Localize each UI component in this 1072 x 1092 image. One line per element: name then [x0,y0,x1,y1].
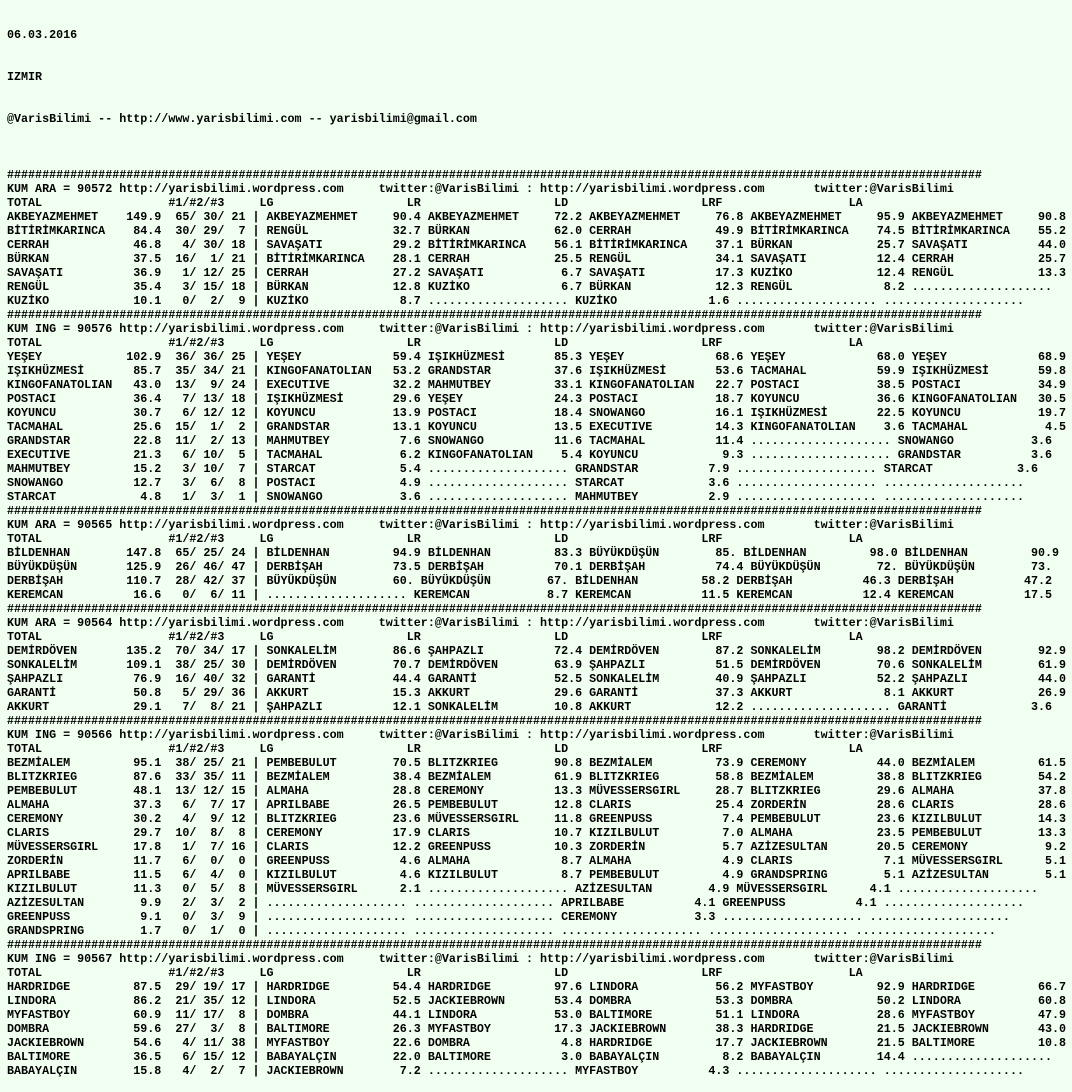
horse-row: TACMAHAL 25.6 15/ 1/ 2 | GRANDSTAR 13.1 KOYUNCU 13.5 EXECUTIVE 14.3 KINGOFANATOLIAN 3.6 TACMAHAL 4.5 [7,420,1067,434]
horse-row: PEMBEBULUT 48.1 13/ 12/ 15 | ALMAHA 28.8 CEREMONY 13.3 MÜVESSERSGIRL 28.7 BLITZKRIEG 29.6 ALMAHA 37.8 [7,784,1067,798]
section-divider: ########################################################################################################################################### [7,714,982,728]
race-header: KUM ING = 90567 http://yarisbilimi.wordpress.com twitter:@VarisBilimi : http://yarisbilimi.wordpress.com twitter:@VarisBilimi [7,952,954,966]
blank-line [7,154,1072,168]
horse-row: BİLDENHAN 147.8 65/ 25/ 24 | BİLDENHAN 94.9 BİLDENHAN 83.3 BÜYÜKDÜŞÜN 85. BİLDENHAN 98.0 BİLDENHAN 90.9 [7,546,1060,560]
horse-row: BLITZKRIEG 87.6 33/ 35/ 11 | BEZMİALEM 38.4 BEZMİALEM 61.9 BLITZKRIEG 58.8 BEZMİALEM 38.8 BLITZKRIEG 54.2 [7,770,1067,784]
report-date: 06.03.2016 [7,28,78,42]
section-divider: ########################################################################################################################################### [7,602,982,616]
horse-row: GREENPUSS 9.1 0/ 3/ 9 | .................... .................... CEREMONY 3.3 .................... .................... [7,910,1010,924]
horse-row: AKKURT 29.1 7/ 8/ 21 | ŞAHPAZLI 12.1 SONKALELİM 10.8 AKKURT 12.2 .................... GARANTİ 3.6 [7,700,1053,714]
column-header: TOTAL #1/#2/#3 LG LR LD LRF LA [7,966,863,980]
report-contact: @VarisBilimi -- http://www.yarisbilimi.com -- yarisbilimi@gmail.com [7,112,477,126]
horse-row: BALTIMORE 36.5 6/ 15/ 12 | BABAYALÇIN 22.0 BALTIMORE 3.0 BABAYALÇIN 8.2 BABAYALÇIN 14.4 .................... [7,1050,1053,1064]
horse-row: SAVAŞATI 36.9 1/ 12/ 25 | CERRAH 27.2 SAVAŞATI 6.7 SAVAŞATI 17.3 KUZİKO 12.4 RENGÜL 13.3 [7,266,1067,280]
horse-row: BÜRKAN 37.5 16/ 1/ 21 | BİTİRİMKARINCA 28.1 CERRAH 25.5 RENGÜL 34.1 SAVAŞATI 12.4 CERRAH 25.7 [7,252,1067,266]
column-header: TOTAL #1/#2/#3 LG LR LD LRF LA [7,196,863,210]
horse-row: MAHMUTBEY 15.2 3/ 10/ 7 | STARCAT 5.4 .................... GRANDSTAR 7.9 .................... STARCAT 3.6 [7,462,1039,476]
horse-row: DERBİŞAH 110.7 28/ 42/ 37 | BÜYÜKDÜŞÜN 60. BÜYÜKDÜŞÜN 67. BİLDENHAN 58.2 DERBİŞAH 46.3 DERBİŞAH 47.2 [7,574,1053,588]
report-city: IZMIR [7,70,43,84]
horse-row: KUZİKO 10.1 0/ 2/ 9 | KUZİKO 8.7 .................... KUZİKO 1.6 .................... .................... [7,294,1024,308]
horse-row: IŞIKHÜZMESİ 85.7 35/ 34/ 21 | KINGOFANATOLIAN 53.2 GRANDSTAR 37.6 IŞIKHÜZMESİ 53.6 TACMAHAL 59.9 IŞIKHÜZMESİ 59.8 [7,364,1067,378]
column-header: TOTAL #1/#2/#3 LG LR LD LRF LA [7,532,863,546]
horse-row: KINGOFANATOLIAN 43.0 13/ 9/ 24 | EXECUTIVE 32.2 MAHMUTBEY 33.1 KINGOFANATOLIAN 22.7 POSTACI 38.5 POSTACI 34.9 [7,378,1067,392]
horse-row: GRANDSTAR 22.8 11/ 2/ 13 | MAHMUTBEY 7.6 SNOWANGO 11.6 TACMAHAL 11.4 .................... SNOWANGO 3.6 [7,434,1053,448]
horse-row: SNOWANGO 12.7 3/ 6/ 8 | POSTACI 4.9 .................... STARCAT 3.6 .................... .................... [7,476,1024,490]
horse-row: CLARIS 29.7 10/ 8/ 8 | CEREMONY 17.9 CLARIS 10.7 KIZILBULUT 7.0 ALMAHA 23.5 PEMBEBULUT 13.3 [7,826,1067,840]
horse-row: APRILBABE 11.5 6/ 4/ 0 | KIZILBULUT 4.6 KIZILBULUT 8.7 PEMBEBULUT 4.9 GRANDSPRING 5.1 AZİZESULTAN 5.1 [7,868,1067,882]
horse-row: RENGÜL 35.4 3/ 15/ 18 | BÜRKAN 12.8 KUZİKO 6.7 BÜRKAN 12.3 RENGÜL 8.2 .................... [7,280,1053,294]
horse-row: KIZILBULUT 11.3 0/ 5/ 8 | MÜVESSERSGIRL 2.1 .................... AZİZESULTAN 4.9 MÜVESSERSGIRL 4.1 .................... [7,882,1039,896]
report-body [7,154,1072,1078]
section-divider: ########################################################################################################################################### [7,308,982,322]
horse-row: LINDORA 86.2 21/ 35/ 12 | LINDORA 52.5 JACKIEBROWN 53.4 DOMBRA 53.3 DOMBRA 50.2 LINDORA 60.8 [7,994,1067,1008]
horse-row: AZİZESULTAN 9.9 2/ 3/ 2 | .................... .................... APRILBABE 4.1 GREENPUSS 4.1 .................... [7,896,1024,910]
section-divider: ########################################################################################################################################### [7,168,982,182]
horse-row: KOYUNCU 30.7 6/ 12/ 12 | KOYUNCU 13.9 POSTACI 18.4 SNOWANGO 16.1 IŞIKHÜZMESİ 22.5 KOYUNCU 19.7 [7,406,1067,420]
horse-row: BABAYALÇIN 15.8 4/ 2/ 7 | JACKIEBROWN 7.2 .................... MYFASTBOY 4.3 .................... .................... [7,1064,1024,1078]
horse-row: DOMBRA 59.6 27/ 3/ 8 | BALTIMORE 26.3 MYFASTBOY 17.3 JACKIEBROWN 38.3 HARDRIDGE 21.5 JACKIEBROWN 43.0 [7,1022,1067,1036]
horse-row: CEREMONY 30.2 4/ 9/ 12 | BLITZKRIEG 23.6 MÜVESSERSGIRL 11.8 GREENPUSS 7.4 PEMBEBULUT 23.6 KIZILBULUT 14.3 [7,812,1067,826]
horse-row: ŞAHPAZLI 76.9 16/ 40/ 32 | GARANTİ 44.4 GARANTİ 52.5 SONKALELİM 40.9 ŞAHPAZLI 52.2 ŞAHPAZLI 44.0 [7,672,1067,686]
horse-row: EXECUTIVE 21.3 6/ 10/ 5 | TACMAHAL 6.2 KINGOFANATOLIAN 5.4 KOYUNCU 9.3 .................... GRANDSTAR 3.6 [7,448,1053,462]
horse-row: KEREMCAN 16.6 0/ 6/ 11 | .................... KEREMCAN 8.7 KEREMCAN 11.5 KEREMCAN 12.4 KEREMCAN 17.5 [7,588,1053,602]
section-divider: ########################################################################################################################################### [7,938,982,952]
horse-row: ALMAHA 37.3 6/ 7/ 17 | APRILBABE 26.5 PEMBEBULUT 12.8 CLARIS 25.4 ZORDERİN 28.6 CLARIS 28.6 [7,798,1067,812]
horse-row: YEŞEY 102.9 36/ 36/ 25 | YEŞEY 59.4 IŞIKHÜZMESİ 85.3 YEŞEY 68.6 YEŞEY 68.0 YEŞEY 68.9 [7,350,1067,364]
horse-row: MÜVESSERSGIRL 17.8 1/ 7/ 16 | CLARIS 12.2 GREENPUSS 10.3 ZORDERİN 5.7 AZİZESULTAN 20.5 CEREMONY 9.2 [7,840,1067,854]
horse-row: GARANTİ 50.8 5/ 29/ 36 | AKKURT 15.3 AKKURT 29.6 GARANTİ 37.3 AKKURT 8.1 AKKURT 26.9 [7,686,1067,700]
race-header: KUM ARA = 90564 http://yarisbilimi.wordpress.com twitter:@VarisBilimi : http://yarisbilimi.wordpress.com twitter:@VarisBilimi [7,616,954,630]
horse-row: BİTİRİMKARINCA 84.4 30/ 29/ 7 | RENGÜL 32.7 BÜRKAN 62.0 CERRAH 49.9 BİTİRİMKARINCA 74.5 BİTİRİMKARINCA 55.2 [7,224,1067,238]
horse-row: STARCAT 4.8 1/ 3/ 1 | SNOWANGO 3.6 .................... MAHMUTBEY 2.9 .................... .................... [7,490,1024,504]
race-header: KUM ARA = 90565 http://yarisbilimi.wordpress.com twitter:@VarisBilimi : http://yarisbilimi.wordpress.com twitter:@VarisBilimi [7,518,954,532]
horse-row: HARDRIDGE 87.5 29/ 19/ 17 | HARDRIDGE 54.4 HARDRIDGE 97.6 LINDORA 56.2 MYFASTBOY 92.9 HARDRIDGE 66.7 [7,980,1067,994]
horse-row: MYFASTBOY 60.9 11/ 17/ 8 | DOMBRA 44.1 LINDORA 53.0 BALTIMORE 51.1 LINDORA 28.6 MYFASTBOY 47.9 [7,1008,1067,1022]
column-header: TOTAL #1/#2/#3 LG LR LD LRF LA [7,742,863,756]
horse-row: CERRAH 46.8 4/ 30/ 18 | SAVAŞATI 29.2 BİTİRİMKARINCA 56.1 BİTİRİMKARINCA 37.1 BÜRKAN 25.7 SAVAŞATI 44.0 [7,238,1067,252]
horse-row: SONKALELİM 109.1 38/ 25/ 30 | DEMİRDÖVEN 70.7 DEMİRDÖVEN 63.9 ŞAHPAZLI 51.5 DEMİRDÖVEN 70.6 SONKALELİM 61.9 [7,658,1067,672]
column-header: TOTAL #1/#2/#3 LG LR LD LRF LA [7,336,863,350]
column-header: TOTAL #1/#2/#3 LG LR LD LRF LA [7,630,863,644]
race-header: KUM ING = 90566 http://yarisbilimi.wordpress.com twitter:@VarisBilimi : http://yarisbilimi.wordpress.com twitter:@VarisBilimi [7,728,954,742]
horse-row: AKBEYAZMEHMET 149.9 65/ 30/ 21 | AKBEYAZMEHMET 90.4 AKBEYAZMEHMET 72.2 AKBEYAZMEHMET 76.8 AKBEYAZMEHMET 95.9 AKBEYAZMEHMET 90.8 [7,210,1067,224]
horse-row: BÜYÜKDÜŞÜN 125.9 26/ 46/ 47 | DERBİŞAH 73.5 DERBİŞAH 70.1 DERBİŞAH 74.4 BÜYÜKDÜŞÜN 72. BÜYÜKDÜŞÜN 73. [7,560,1053,574]
horse-row: BEZMİALEM 95.1 38/ 25/ 21 | PEMBEBULUT 70.5 BLITZKRIEG 90.8 BEZMİALEM 73.9 CEREMONY 44.0 BEZMİALEM 61.5 [7,756,1067,770]
horse-row: GRANDSPRING 1.7 0/ 1/ 0 | .................... .................... .................... .................... .................... [7,924,996,938]
section-divider: ########################################################################################################################################### [7,504,982,518]
horse-row: ZORDERİN 11.7 6/ 0/ 0 | GREENPUSS 4.6 ALMAHA 8.7 ALMAHA 4.9 CLARIS 7.1 MÜVESSERSGIRL 5.1 [7,854,1067,868]
race-header: KUM ARA = 90572 http://yarisbilimi.wordpress.com twitter:@VarisBilimi : http://yarisbilimi.wordpress.com twitter:@VarisBilimi [7,182,954,196]
horse-row: JACKIEBROWN 54.6 4/ 11/ 38 | MYFASTBOY 22.6 DOMBRA 4.8 HARDRIDGE 17.7 JACKIEBROWN 21.5 BALTIMORE 10.8 [7,1036,1067,1050]
horse-row: DEMİRDÖVEN 135.2 70/ 34/ 17 | SONKALELİM 86.6 ŞAHPAZLI 72.4 DEMİRDÖVEN 87.2 SONKALELİM 98.2 DEMİRDÖVEN 92.9 [7,644,1067,658]
race-header: KUM ING = 90576 http://yarisbilimi.wordpress.com twitter:@VarisBilimi : http://yarisbilimi.wordpress.com twitter:@VarisBilimi [7,322,954,336]
horse-row: POSTACI 36.4 7/ 13/ 18 | IŞIKHÜZMESİ 29.6 YEŞEY 24.3 POSTACI 18.7 KOYUNCU 36.6 KINGOFANATOLIAN 30.5 [7,392,1067,406]
